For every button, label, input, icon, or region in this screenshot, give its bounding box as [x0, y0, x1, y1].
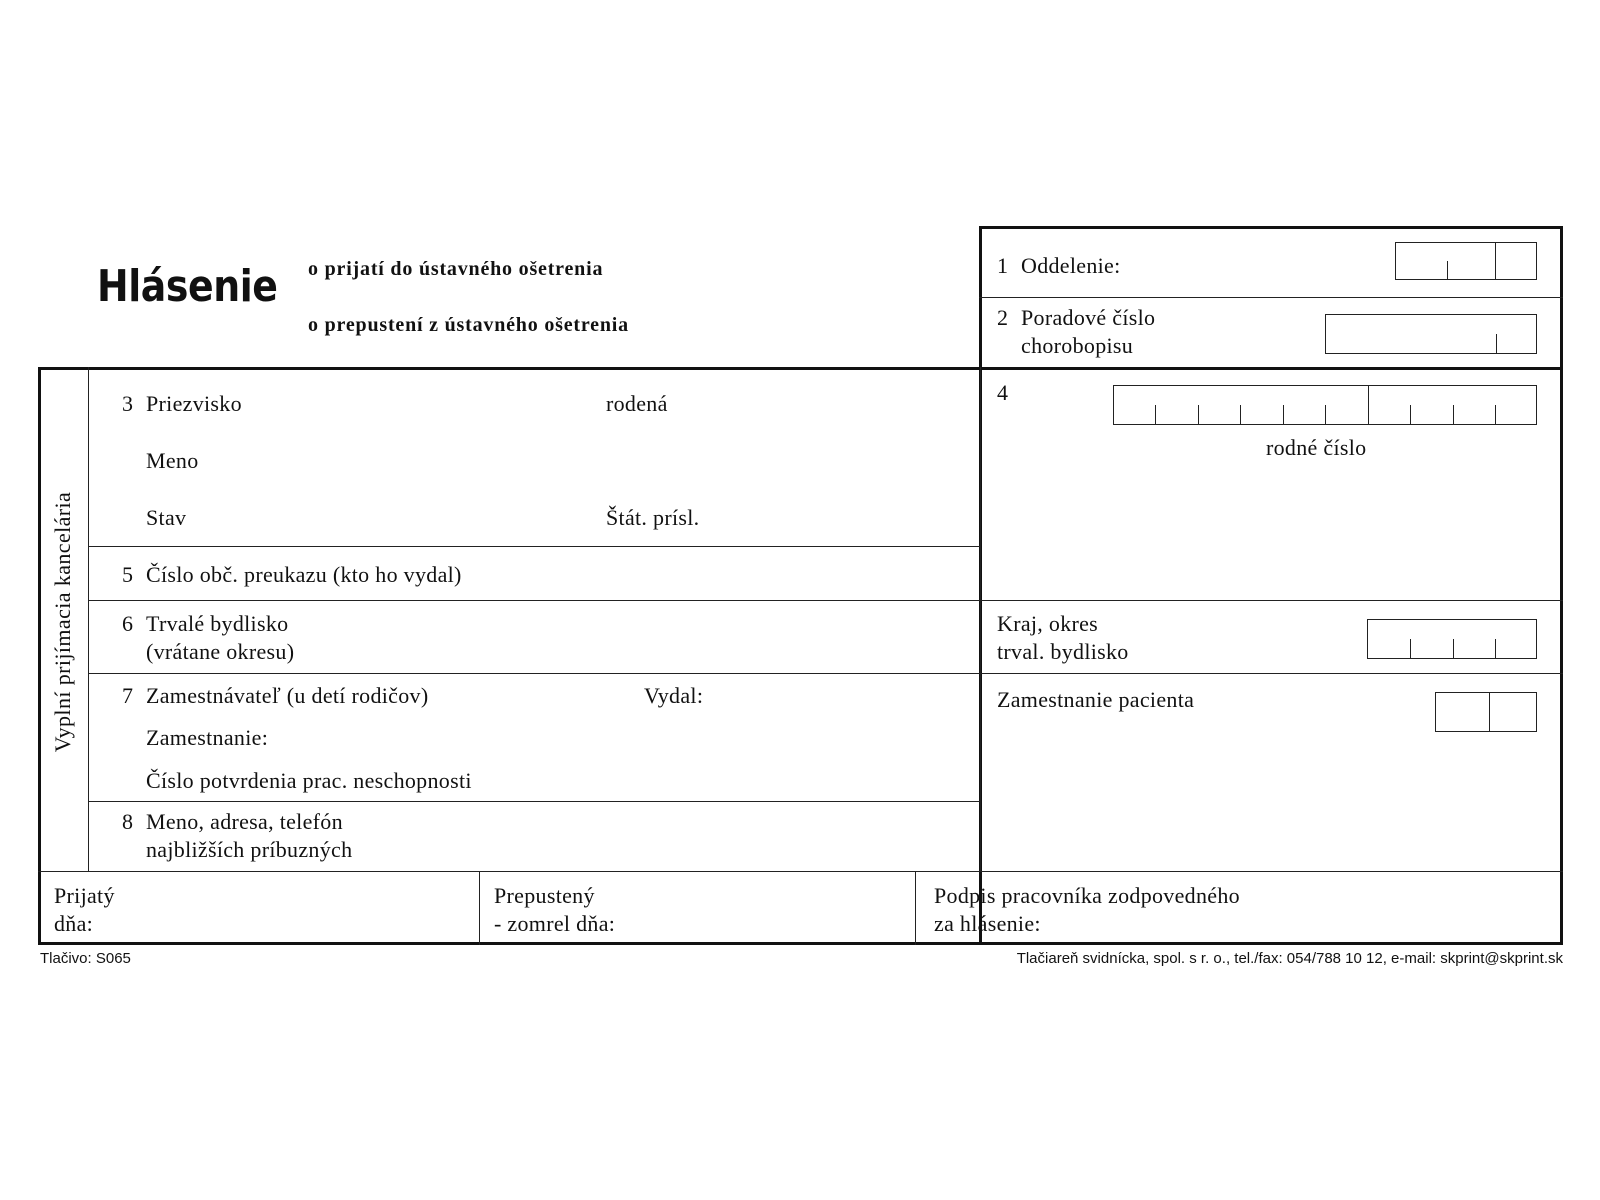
field-3-row	[122, 390, 242, 418]
form-title: Hlásenie	[97, 261, 278, 312]
employer-label: Zamestnávateľ (u detí rodičov)	[146, 683, 429, 708]
field-4-number: 4	[997, 380, 1009, 405]
divider	[979, 297, 1563, 298]
divider	[479, 871, 480, 945]
discharged-label: Prepustený	[494, 883, 595, 908]
field-number: 5	[122, 562, 134, 587]
divider	[980, 367, 981, 872]
department-code-boxes[interactable]	[1395, 242, 1537, 280]
printer-info: Tlačiareň svidnícka, spol. s r. o., tel./fax: 054/788 10 12, e-mail: skprint@skprint.sk	[1016, 950, 1563, 967]
field-1-row	[997, 252, 1121, 280]
permanent-address-label: Trvalé bydlisko	[146, 611, 289, 636]
divider	[915, 871, 916, 945]
birth-number-caption: rodné číslo	[1266, 435, 1367, 460]
field-7-row	[122, 682, 428, 710]
form-code: Tlačivo: S065	[40, 950, 131, 967]
divider	[88, 546, 980, 547]
admitted-label: Prijatý	[54, 883, 115, 908]
record-number-label-line2: chorobopisu	[1021, 333, 1134, 358]
discharged-date-label: - zomrel dňa:	[494, 911, 616, 936]
subtitle-discharge: o prepustení z ústavného ošetrenia	[308, 314, 629, 336]
field-8-row	[122, 808, 343, 836]
first-name-label: Meno	[146, 448, 199, 473]
occupation-code-boxes[interactable]	[1435, 692, 1537, 732]
field-number: 1	[997, 253, 1009, 278]
field-number: 7	[122, 683, 134, 708]
divider	[88, 801, 980, 802]
divider	[88, 600, 1563, 601]
region-code-boxes[interactable]	[1367, 619, 1537, 659]
subtitle-admission: o prijatí do ústavného ošetrenia	[308, 258, 604, 280]
field-2-line1	[997, 304, 1155, 332]
divider	[88, 367, 89, 872]
sick-leave-certificate-label: Číslo potvrdenia prac. neschopnosti	[146, 768, 472, 793]
record-number-label: Poradové číslo	[1021, 305, 1156, 330]
sidebar	[38, 370, 88, 873]
region-label-line1: Kraj, okres	[997, 611, 1099, 636]
department-label: Oddelenie:	[1021, 253, 1121, 278]
signature-label: Podpis pracovníka zodpovedného	[934, 883, 1240, 908]
field-number: 6	[122, 611, 134, 636]
permanent-address-label-line2: (vrátane okresu)	[146, 639, 295, 664]
divider	[38, 871, 1563, 872]
surname-label: Priezvisko	[146, 391, 242, 416]
field-number: 8	[122, 809, 134, 834]
marital-status-label: Stav	[146, 505, 187, 530]
id-card-label: Číslo obč. preukazu (kto ho vydal)	[146, 562, 462, 587]
admitted-date-label: dňa:	[54, 911, 94, 936]
field-5-row	[122, 561, 462, 589]
region-label-line2: trval. bydlisko	[997, 639, 1129, 664]
citizenship-label: Štát. prísl.	[606, 505, 700, 530]
relatives-label: Meno, adresa, telefón	[146, 809, 343, 834]
issued-by-label: Vydal:	[644, 683, 704, 708]
occupation-label: Zamestnanie:	[146, 725, 269, 750]
divider	[88, 673, 1563, 674]
birth-number-boxes[interactable]	[1113, 385, 1537, 425]
record-number-boxes[interactable]	[1325, 314, 1537, 354]
sidebar-label: Vyplní prijímacia kancelária	[50, 491, 75, 753]
relatives-label-line2: najbližších príbuzných	[146, 837, 353, 862]
patient-occupation-label: Zamestnanie pacienta	[997, 687, 1195, 712]
maiden-name-label: rodená	[606, 391, 668, 416]
field-6-row	[122, 610, 288, 638]
field-number: 3	[122, 391, 134, 416]
field-number: 2	[997, 305, 1009, 330]
signature-label-line2: za hlásenie:	[934, 911, 1041, 936]
